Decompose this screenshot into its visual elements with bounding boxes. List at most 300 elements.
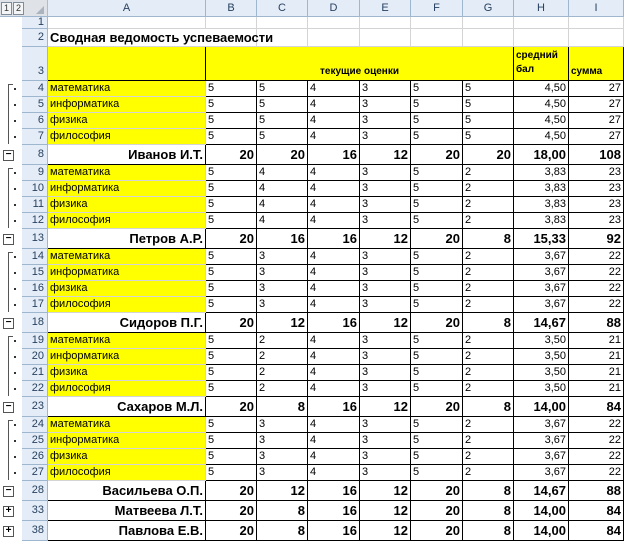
row-header[interactable]: 23 xyxy=(22,397,48,417)
total-grade-cell[interactable]: 20 xyxy=(463,145,514,165)
total-grade-cell[interactable]: 20 xyxy=(206,313,257,333)
total-grade-cell[interactable]: 12 xyxy=(360,397,411,417)
grade-cell[interactable]: 5 xyxy=(411,297,463,313)
total-grade-cell[interactable]: 8 xyxy=(463,313,514,333)
grade-cell[interactable]: 5 xyxy=(206,129,257,145)
total-grade-cell[interactable]: 8 xyxy=(257,521,308,541)
sum-cell[interactable]: 23 xyxy=(569,213,624,229)
total-grade-cell[interactable]: 20 xyxy=(411,521,463,541)
average-header[interactable]: средний бал xyxy=(514,47,569,81)
grade-cell[interactable]: 5 xyxy=(206,113,257,129)
grade-cell[interactable]: 5 xyxy=(411,265,463,281)
total-grade-cell[interactable]: 20 xyxy=(257,145,308,165)
sum-cell[interactable]: 23 xyxy=(569,165,624,181)
expand-group-button[interactable]: + xyxy=(3,506,14,517)
cell[interactable] xyxy=(514,29,569,47)
grade-cell[interactable]: 2 xyxy=(257,333,308,349)
grade-cell[interactable]: 5 xyxy=(206,433,257,449)
grade-cell[interactable]: 3 xyxy=(360,333,411,349)
grade-cell[interactable]: 4 xyxy=(308,365,360,381)
total-sum-cell[interactable]: 92 xyxy=(569,229,624,249)
grade-cell[interactable]: 3 xyxy=(360,449,411,465)
grade-cell[interactable]: 2 xyxy=(463,165,514,181)
total-grade-cell[interactable]: 8 xyxy=(463,501,514,521)
grade-cell[interactable]: 2 xyxy=(463,417,514,433)
column-header-c[interactable]: C xyxy=(257,0,308,17)
grade-cell[interactable]: 2 xyxy=(463,465,514,481)
average-cell[interactable]: 4,50 xyxy=(514,97,569,113)
subject-header-cell[interactable] xyxy=(48,47,206,81)
grade-cell[interactable]: 3 xyxy=(360,433,411,449)
collapse-group-button[interactable]: − xyxy=(3,486,14,497)
total-grade-cell[interactable]: 8 xyxy=(463,481,514,501)
grade-cell[interactable]: 5 xyxy=(206,449,257,465)
sum-header[interactable]: сумма xyxy=(569,47,624,81)
average-cell[interactable]: 3,67 xyxy=(514,265,569,281)
grade-cell[interactable]: 3 xyxy=(360,365,411,381)
row-header[interactable]: 38 xyxy=(22,521,48,541)
cell[interactable] xyxy=(257,17,308,29)
sum-cell[interactable]: 22 xyxy=(569,465,624,481)
grade-cell[interactable]: 4 xyxy=(308,449,360,465)
grade-cell[interactable]: 2 xyxy=(463,381,514,397)
average-cell[interactable]: 3,83 xyxy=(514,165,569,181)
sum-cell[interactable]: 21 xyxy=(569,333,624,349)
grade-cell[interactable]: 2 xyxy=(257,381,308,397)
grade-cell[interactable]: 3 xyxy=(360,129,411,145)
grade-cell[interactable]: 4 xyxy=(308,381,360,397)
row-header[interactable]: 2 xyxy=(22,29,48,47)
subject-cell[interactable]: физика xyxy=(48,365,206,381)
total-grade-cell[interactable]: 12 xyxy=(257,313,308,333)
grade-cell[interactable]: 5 xyxy=(463,129,514,145)
grade-cell[interactable]: 5 xyxy=(411,181,463,197)
subject-cell[interactable]: информатика xyxy=(48,181,206,197)
row-header[interactable]: 26 xyxy=(22,449,48,465)
average-cell[interactable]: 3,83 xyxy=(514,213,569,229)
grade-cell[interactable]: 5 xyxy=(463,113,514,129)
row-header[interactable]: 24 xyxy=(22,417,48,433)
grade-cell[interactable]: 5 xyxy=(206,417,257,433)
grade-cell[interactable]: 5 xyxy=(206,333,257,349)
column-header-b[interactable]: B xyxy=(206,0,257,17)
row-header[interactable]: 22 xyxy=(22,381,48,397)
average-cell[interactable]: 3,67 xyxy=(514,297,569,313)
grade-cell[interactable]: 2 xyxy=(463,333,514,349)
average-cell[interactable]: 3,50 xyxy=(514,349,569,365)
grade-cell[interactable]: 5 xyxy=(206,381,257,397)
sum-cell[interactable]: 27 xyxy=(569,113,624,129)
grade-cell[interactable]: 5 xyxy=(206,165,257,181)
total-average-cell[interactable]: 14,00 xyxy=(514,397,569,417)
grade-cell[interactable]: 3 xyxy=(360,97,411,113)
grade-cell[interactable]: 5 xyxy=(411,465,463,481)
grade-cell[interactable]: 3 xyxy=(360,113,411,129)
grade-cell[interactable]: 5 xyxy=(463,81,514,97)
sum-cell[interactable]: 27 xyxy=(569,97,624,113)
grade-cell[interactable]: 5 xyxy=(257,129,308,145)
subject-cell[interactable]: математика xyxy=(48,165,206,181)
average-cell[interactable]: 4,50 xyxy=(514,81,569,97)
grade-cell[interactable]: 2 xyxy=(463,213,514,229)
column-header-h[interactable]: H xyxy=(514,0,569,17)
row-header[interactable]: 18 xyxy=(22,313,48,333)
row-header[interactable]: 5 xyxy=(22,97,48,113)
grade-cell[interactable]: 2 xyxy=(463,281,514,297)
row-header[interactable]: 15 xyxy=(22,265,48,281)
cell[interactable] xyxy=(308,29,360,47)
grade-cell[interactable]: 5 xyxy=(206,213,257,229)
column-header-e[interactable]: E xyxy=(360,0,411,17)
grade-cell[interactable]: 5 xyxy=(411,129,463,145)
sum-cell[interactable]: 21 xyxy=(569,381,624,397)
grade-cell[interactable]: 5 xyxy=(206,265,257,281)
average-cell[interactable]: 3,67 xyxy=(514,449,569,465)
sum-cell[interactable]: 22 xyxy=(569,449,624,465)
row-header[interactable]: 33 xyxy=(22,501,48,521)
total-grade-cell[interactable]: 12 xyxy=(360,313,411,333)
grade-cell[interactable]: 5 xyxy=(257,81,308,97)
cell[interactable] xyxy=(569,17,624,29)
grade-cell[interactable]: 5 xyxy=(411,281,463,297)
subject-cell[interactable]: философия xyxy=(48,297,206,313)
grade-cell[interactable]: 2 xyxy=(463,265,514,281)
grade-cell[interactable]: 3 xyxy=(257,249,308,265)
grade-cell[interactable]: 5 xyxy=(206,465,257,481)
grade-cell[interactable]: 4 xyxy=(257,197,308,213)
subject-cell[interactable]: физика xyxy=(48,197,206,213)
row-header[interactable]: 13 xyxy=(22,229,48,249)
row-header[interactable]: 28 xyxy=(22,481,48,501)
grade-cell[interactable]: 4 xyxy=(257,213,308,229)
grade-cell[interactable]: 5 xyxy=(411,381,463,397)
total-grade-cell[interactable]: 16 xyxy=(308,313,360,333)
row-header[interactable]: 11 xyxy=(22,197,48,213)
grade-cell[interactable]: 3 xyxy=(360,181,411,197)
sum-cell[interactable]: 27 xyxy=(569,129,624,145)
grade-cell[interactable]: 3 xyxy=(360,381,411,397)
total-average-cell[interactable]: 14,67 xyxy=(514,313,569,333)
average-cell[interactable]: 3,50 xyxy=(514,365,569,381)
total-grade-cell[interactable]: 12 xyxy=(360,229,411,249)
grade-cell[interactable]: 2 xyxy=(463,449,514,465)
total-grade-cell[interactable]: 20 xyxy=(206,521,257,541)
row-header[interactable]: 9 xyxy=(22,165,48,181)
grade-cell[interactable]: 5 xyxy=(411,449,463,465)
total-sum-cell[interactable]: 108 xyxy=(569,145,624,165)
total-sum-cell[interactable]: 84 xyxy=(569,397,624,417)
cell[interactable] xyxy=(360,17,411,29)
sum-cell[interactable]: 22 xyxy=(569,281,624,297)
row-header[interactable]: 12 xyxy=(22,213,48,229)
total-grade-cell[interactable]: 12 xyxy=(360,521,411,541)
total-grade-cell[interactable]: 8 xyxy=(257,397,308,417)
grade-cell[interactable]: 2 xyxy=(463,249,514,265)
subject-cell[interactable]: информатика xyxy=(48,349,206,365)
grade-cell[interactable]: 2 xyxy=(463,197,514,213)
sum-cell[interactable]: 22 xyxy=(569,433,624,449)
subject-cell[interactable]: физика xyxy=(48,281,206,297)
total-sum-cell[interactable]: 84 xyxy=(569,521,624,541)
average-cell[interactable]: 3,83 xyxy=(514,181,569,197)
grade-cell[interactable]: 5 xyxy=(411,213,463,229)
grade-cell[interactable]: 5 xyxy=(257,97,308,113)
collapse-group-button[interactable]: − xyxy=(3,318,14,329)
average-cell[interactable]: 3,67 xyxy=(514,249,569,265)
grade-cell[interactable]: 5 xyxy=(411,349,463,365)
row-header[interactable]: 19 xyxy=(22,333,48,349)
grade-cell[interactable]: 5 xyxy=(411,165,463,181)
grade-cell[interactable]: 5 xyxy=(411,97,463,113)
grade-cell[interactable]: 3 xyxy=(257,297,308,313)
grade-cell[interactable]: 3 xyxy=(360,165,411,181)
subject-cell[interactable]: информатика xyxy=(48,433,206,449)
outline-level-2-button[interactable]: 2 xyxy=(13,2,24,15)
sum-cell[interactable]: 22 xyxy=(569,265,624,281)
cell[interactable] xyxy=(569,29,624,47)
total-average-cell[interactable]: 14,00 xyxy=(514,501,569,521)
total-grade-cell[interactable]: 12 xyxy=(257,481,308,501)
row-header[interactable]: 17 xyxy=(22,297,48,313)
grade-cell[interactable]: 5 xyxy=(206,365,257,381)
row-header[interactable]: 4 xyxy=(22,81,48,97)
subject-cell[interactable]: философия xyxy=(48,381,206,397)
grade-cell[interactable]: 5 xyxy=(411,249,463,265)
sum-cell[interactable]: 22 xyxy=(569,297,624,313)
total-grade-cell[interactable]: 20 xyxy=(206,501,257,521)
average-cell[interactable]: 3,67 xyxy=(514,281,569,297)
row-header[interactable]: 25 xyxy=(22,433,48,449)
average-cell[interactable]: 4,50 xyxy=(514,129,569,145)
cell[interactable] xyxy=(411,29,463,47)
grade-cell[interactable]: 4 xyxy=(308,213,360,229)
total-grade-cell[interactable]: 8 xyxy=(463,229,514,249)
average-cell[interactable]: 4,50 xyxy=(514,113,569,129)
grade-cell[interactable]: 4 xyxy=(308,81,360,97)
grade-cell[interactable]: 4 xyxy=(308,281,360,297)
column-header-f[interactable]: F xyxy=(411,0,463,17)
total-grade-cell[interactable]: 20 xyxy=(411,481,463,501)
sum-cell[interactable]: 21 xyxy=(569,365,624,381)
row-header[interactable]: 8 xyxy=(22,145,48,165)
row-header[interactable]: 27 xyxy=(22,465,48,481)
grade-cell[interactable]: 5 xyxy=(206,97,257,113)
cell[interactable] xyxy=(206,17,257,29)
total-average-cell[interactable]: 15,33 xyxy=(514,229,569,249)
total-grade-cell[interactable]: 16 xyxy=(308,481,360,501)
subject-cell[interactable]: философия xyxy=(48,465,206,481)
grade-cell[interactable]: 5 xyxy=(411,81,463,97)
grade-cell[interactable]: 3 xyxy=(257,281,308,297)
subject-cell[interactable]: математика xyxy=(48,333,206,349)
grade-cell[interactable]: 2 xyxy=(463,349,514,365)
student-name-cell[interactable]: Васильева О.П. xyxy=(48,481,206,501)
grade-cell[interactable]: 5 xyxy=(411,417,463,433)
grade-cell[interactable]: 5 xyxy=(206,81,257,97)
grade-cell[interactable]: 3 xyxy=(360,249,411,265)
total-grade-cell[interactable]: 16 xyxy=(308,229,360,249)
grade-cell[interactable]: 3 xyxy=(360,213,411,229)
total-average-cell[interactable]: 18,00 xyxy=(514,145,569,165)
subject-cell[interactable]: математика xyxy=(48,249,206,265)
total-grade-cell[interactable]: 20 xyxy=(411,145,463,165)
grade-cell[interactable]: 3 xyxy=(360,349,411,365)
column-header-g[interactable]: G xyxy=(463,0,514,17)
total-grade-cell[interactable]: 16 xyxy=(308,521,360,541)
grade-cell[interactable]: 5 xyxy=(206,349,257,365)
total-grade-cell[interactable]: 12 xyxy=(360,501,411,521)
average-cell[interactable]: 3,50 xyxy=(514,381,569,397)
total-sum-cell[interactable]: 88 xyxy=(569,481,624,501)
grade-cell[interactable]: 5 xyxy=(411,197,463,213)
grade-cell[interactable]: 3 xyxy=(257,265,308,281)
total-average-cell[interactable]: 14,67 xyxy=(514,481,569,501)
grade-cell[interactable]: 4 xyxy=(308,181,360,197)
sum-cell[interactable]: 23 xyxy=(569,197,624,213)
grade-cell[interactable]: 4 xyxy=(308,97,360,113)
grade-cell[interactable]: 4 xyxy=(308,197,360,213)
student-name-cell[interactable]: Сахаров М.Л. xyxy=(48,397,206,417)
total-sum-cell[interactable]: 88 xyxy=(569,313,624,333)
grade-cell[interactable]: 4 xyxy=(308,297,360,313)
row-header[interactable]: 14 xyxy=(22,249,48,265)
grade-cell[interactable]: 3 xyxy=(360,197,411,213)
total-grade-cell[interactable]: 12 xyxy=(360,145,411,165)
student-name-cell[interactable]: Павлова Е.В. xyxy=(48,521,206,541)
student-name-cell[interactable]: Матвеева Л.Т. xyxy=(48,501,206,521)
row-header[interactable]: 3 xyxy=(22,47,48,81)
outline-level-1-button[interactable]: 1 xyxy=(1,2,12,15)
cell[interactable] xyxy=(411,17,463,29)
total-grade-cell[interactable]: 20 xyxy=(206,481,257,501)
cell[interactable] xyxy=(463,29,514,47)
grade-cell[interactable]: 4 xyxy=(308,113,360,129)
average-cell[interactable]: 3,83 xyxy=(514,197,569,213)
grade-cell[interactable]: 4 xyxy=(308,417,360,433)
total-grade-cell[interactable]: 16 xyxy=(257,229,308,249)
cell[interactable] xyxy=(360,29,411,47)
select-all-corner[interactable] xyxy=(0,0,48,17)
grade-cell[interactable]: 5 xyxy=(206,197,257,213)
grade-cell[interactable]: 3 xyxy=(360,465,411,481)
expand-group-button[interactable]: + xyxy=(3,526,14,537)
grade-cell[interactable]: 2 xyxy=(257,349,308,365)
subject-cell[interactable]: физика xyxy=(48,113,206,129)
subject-cell[interactable]: философия xyxy=(48,213,206,229)
student-name-cell[interactable]: Иванов И.Т. xyxy=(48,145,206,165)
subject-cell[interactable]: математика xyxy=(48,417,206,433)
total-grade-cell[interactable]: 16 xyxy=(308,397,360,417)
cell[interactable] xyxy=(514,17,569,29)
total-grade-cell[interactable]: 20 xyxy=(411,229,463,249)
row-header[interactable]: 6 xyxy=(22,113,48,129)
sum-cell[interactable]: 22 xyxy=(569,249,624,265)
row-header[interactable]: 16 xyxy=(22,281,48,297)
grade-cell[interactable]: 3 xyxy=(360,417,411,433)
total-grade-cell[interactable]: 8 xyxy=(463,397,514,417)
subject-cell[interactable]: философия xyxy=(48,129,206,145)
grade-cell[interactable]: 3 xyxy=(257,433,308,449)
grade-cell[interactable]: 5 xyxy=(206,181,257,197)
grade-cell[interactable]: 5 xyxy=(206,297,257,313)
grade-cell[interactable]: 5 xyxy=(411,433,463,449)
grade-cell[interactable]: 3 xyxy=(257,449,308,465)
total-grade-cell[interactable]: 20 xyxy=(411,313,463,333)
total-grade-cell[interactable]: 8 xyxy=(257,501,308,521)
grade-cell[interactable]: 2 xyxy=(463,297,514,313)
total-grade-cell[interactable]: 20 xyxy=(206,229,257,249)
total-grade-cell[interactable]: 20 xyxy=(411,501,463,521)
average-cell[interactable]: 3,50 xyxy=(514,333,569,349)
total-grade-cell[interactable]: 16 xyxy=(308,501,360,521)
grade-cell[interactable]: 2 xyxy=(257,365,308,381)
total-grade-cell[interactable]: 20 xyxy=(206,397,257,417)
sum-cell[interactable]: 27 xyxy=(569,81,624,97)
grade-cell[interactable]: 5 xyxy=(463,97,514,113)
current-grades-header[interactable]: текущие оценки xyxy=(206,47,514,81)
student-name-cell[interactable]: Петров А.Р. xyxy=(48,229,206,249)
total-grade-cell[interactable]: 12 xyxy=(360,481,411,501)
grade-cell[interactable]: 5 xyxy=(411,365,463,381)
grade-cell[interactable]: 5 xyxy=(257,113,308,129)
grade-cell[interactable]: 4 xyxy=(308,129,360,145)
cell[interactable] xyxy=(308,17,360,29)
grade-cell[interactable]: 4 xyxy=(308,165,360,181)
cell[interactable] xyxy=(463,17,514,29)
total-average-cell[interactable]: 14,00 xyxy=(514,521,569,541)
average-cell[interactable]: 3,67 xyxy=(514,465,569,481)
grade-cell[interactable]: 2 xyxy=(463,365,514,381)
total-grade-cell[interactable]: 16 xyxy=(308,145,360,165)
grade-cell[interactable]: 4 xyxy=(257,181,308,197)
collapse-group-button[interactable]: − xyxy=(3,402,14,413)
grade-cell[interactable]: 2 xyxy=(463,181,514,197)
sum-cell[interactable]: 23 xyxy=(569,181,624,197)
grade-cell[interactable]: 4 xyxy=(308,333,360,349)
row-header[interactable]: 1 xyxy=(22,17,48,29)
grade-cell[interactable]: 4 xyxy=(308,249,360,265)
total-grade-cell[interactable]: 20 xyxy=(411,397,463,417)
grade-cell[interactable]: 4 xyxy=(308,349,360,365)
subject-cell[interactable]: информатика xyxy=(48,97,206,113)
grade-cell[interactable]: 3 xyxy=(360,265,411,281)
grade-cell[interactable]: 2 xyxy=(463,433,514,449)
average-cell[interactable]: 3,67 xyxy=(514,433,569,449)
row-header[interactable]: 21 xyxy=(22,365,48,381)
total-grade-cell[interactable]: 8 xyxy=(463,521,514,541)
grade-cell[interactable]: 5 xyxy=(206,249,257,265)
grade-cell[interactable]: 4 xyxy=(308,265,360,281)
collapse-group-button[interactable]: − xyxy=(3,150,14,161)
cell[interactable] xyxy=(48,17,206,29)
sum-cell[interactable]: 22 xyxy=(569,417,624,433)
grade-cell[interactable]: 4 xyxy=(257,165,308,181)
grade-cell[interactable]: 3 xyxy=(257,417,308,433)
total-sum-cell[interactable]: 84 xyxy=(569,501,624,521)
sum-cell[interactable]: 21 xyxy=(569,349,624,365)
total-grade-cell[interactable]: 20 xyxy=(206,145,257,165)
grade-cell[interactable]: 3 xyxy=(257,465,308,481)
student-name-cell[interactable]: Сидоров П.Г. xyxy=(48,313,206,333)
row-header[interactable]: 7 xyxy=(22,129,48,145)
grade-cell[interactable]: 5 xyxy=(206,281,257,297)
subject-cell[interactable]: математика xyxy=(48,81,206,97)
sheet-title[interactable]: Сводная ведомость успеваемости xyxy=(50,30,274,45)
collapse-group-button[interactable]: − xyxy=(3,234,14,245)
grade-cell[interactable]: 3 xyxy=(360,281,411,297)
grade-cell[interactable]: 3 xyxy=(360,297,411,313)
grade-cell[interactable]: 4 xyxy=(308,465,360,481)
